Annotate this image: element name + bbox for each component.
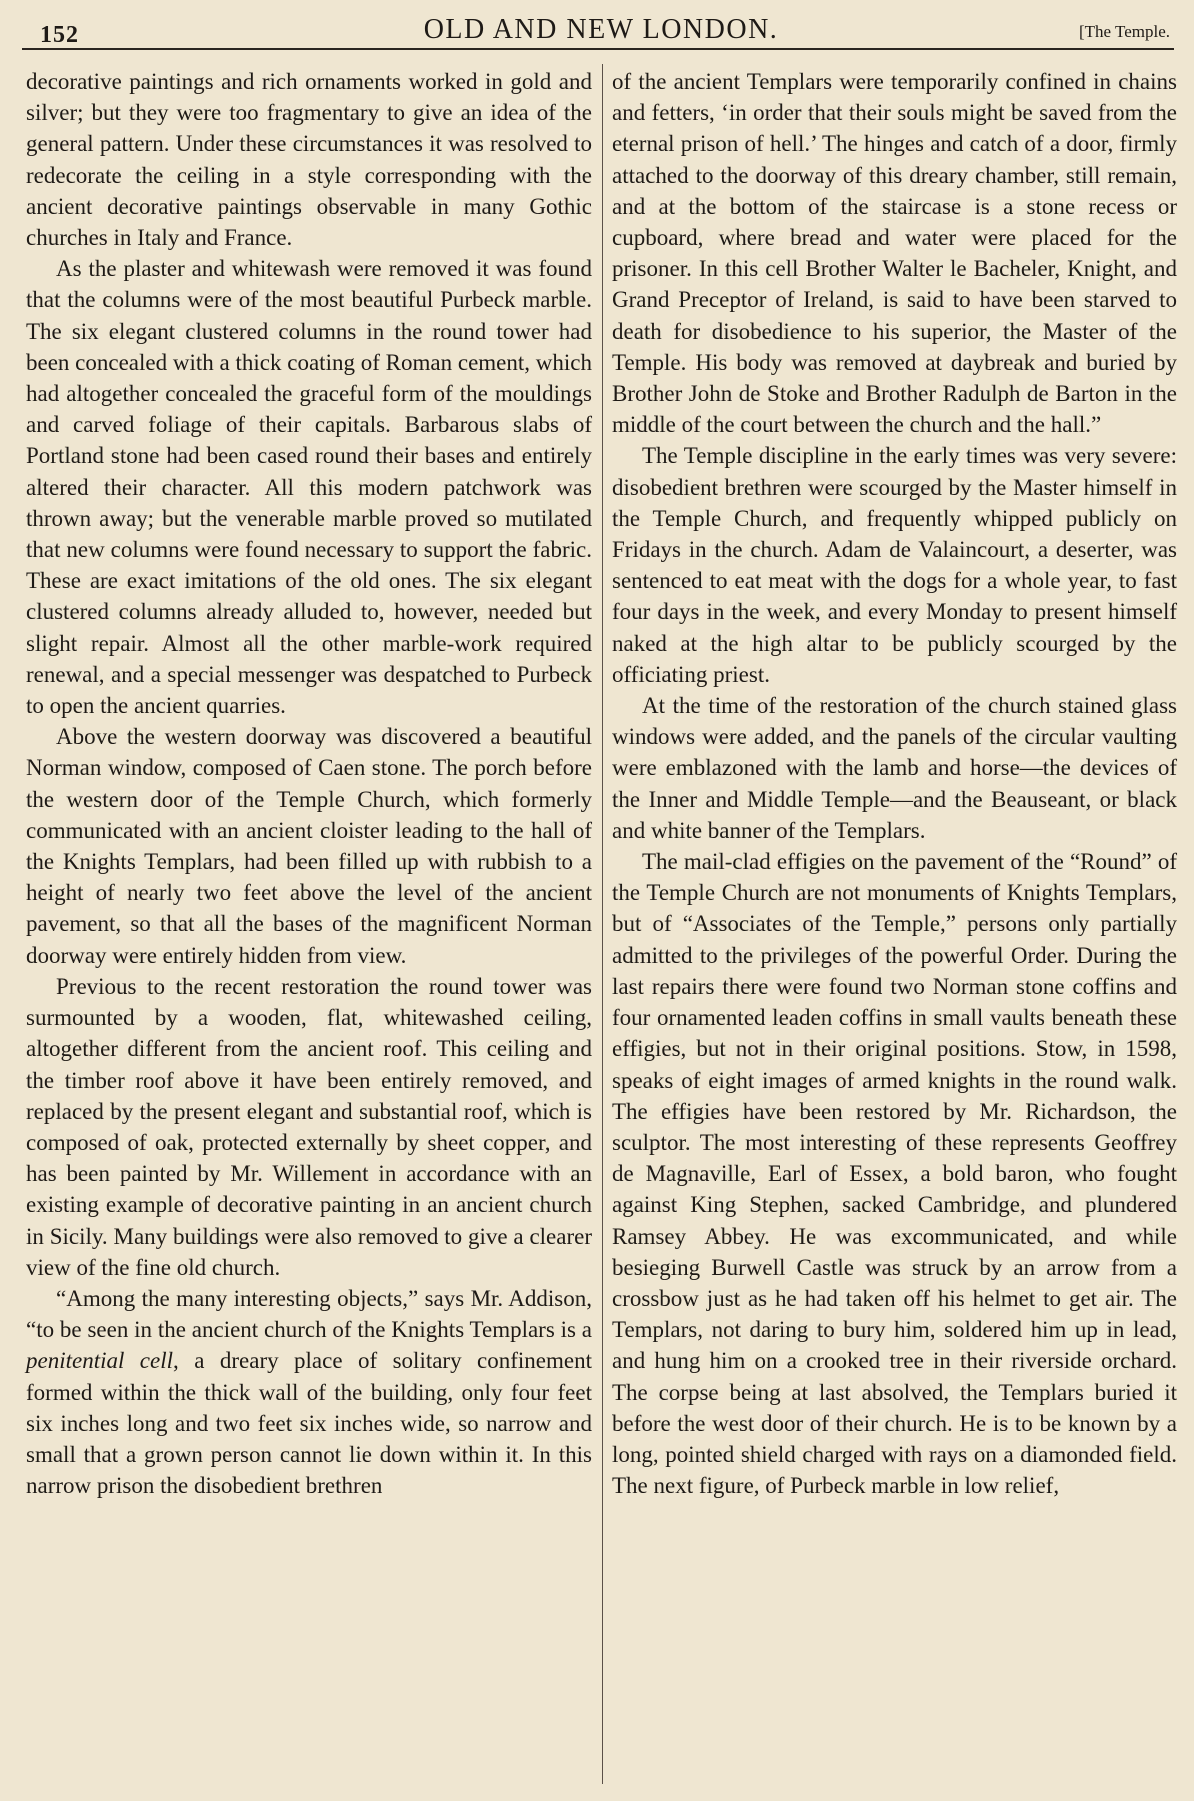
header-rule bbox=[22, 48, 1174, 50]
quotation-text-start: “Among the many interesting objects,” says Mr. Addison, “to be seen in the ancient church of the Knights Templars is a bbox=[26, 1285, 592, 1343]
paragraph: of the ancient Templars were temporarily confined in chains and fetters, ‘in order that their souls might be saved from the eternal prison of hell.’ The hinges and catch of a door, firmly attached to the doorway of this dreary chamber, still remain, and at the bottom of the staircase is a stone recess or cupboard, where bread and water were placed for the prisoner. In this cell Brother Walter le Bacheler, Knight, and Grand Preceptor of Ireland, is said to have been starved to death for disobedience to his superior, the Master of the Temple. His body was removed at daybreak and buried by Brother John de Stoke and Brother Radulph de Barton in the middle of the court between the church and the hall.” bbox=[612, 69, 1177, 438]
paragraph: decorative paintings and rich ornaments worked in gold and silver; but they were too fragmentary to give an idea of the general pattern. Under these circumstances it was resolved to redecorate the ceiling in a style corresponding with the ancient decorative paintings observable in many Gothic churches in Italy and France. bbox=[26, 69, 592, 251]
paragraph: At the time of the restoration of the church stained glass windows were added, and the panels of the circular vaulting were emblazoned with the lamb and horse—the devices of the Inner and Middle Temple—and the Beauseant, or black and white banner of the Templars. bbox=[612, 693, 1177, 843]
quotation-text-end: , a dreary place of solitary confinement formed within the thick wall of the building, only four feet six inches long and two feet six inches wide, so narrow and small that a grown person cannot lie down within it. In this narrow prison the disobedient brethren bbox=[26, 1348, 592, 1499]
paragraph: The Temple discipline in the early times was very severe: disobedient brethren were scourged by the Master himself in the Temple Church, and frequently whipped publicly on Fridays in the church. Adam de Valaincourt, a deserter, was sentenced to eat meat with the dogs for a whole year, to fast four days in the week, and every Monday to present himself naked at the high altar to be publicly scourged by the officiating priest. bbox=[612, 443, 1177, 687]
paragraph-quotation bbox=[26, 1283, 592, 1501]
paragraph: As the plaster and whitewash were removed it was found that the columns were of the most beautiful Purbeck marble. The six elegant clustered columns in the round tower had been concealed with a thick coating of Roman cement, which had altogether concealed the graceful form of the mouldings and carved foliage of their capitals. Barbarous slabs of Portland stone had been cased round their bases and entirely altered their character. All this modern patchwork was thrown away; but the venerable marble proved so mutilated that new columns were found necessary to support the fabric. These are exact imitations of the old ones. The six elegant clustered columns already alluded to, however, needed but slight repair. Almost all the other marble-work required renewal, and a special messenger was despatched to Purbeck to open the ancient quarries. bbox=[26, 256, 592, 719]
page-number: 152 bbox=[40, 22, 79, 48]
paragraph: The mail-clad effigies on the pavement of the “Round” of the Temple Church are not monuments of Knights Templars, but of “Associates of the Temple,” persons only partially admitted to the privileges of the powerful Order. During the last repairs there were found two Norman stone coffins and four ornamented leaden coffins in small vaults beneath these effigies, but not in their original positions. Stow, in 1598, speaks of eight images of armed knights in the round walk. The effigies have been restored by Mr. Richardson, the sculptor. The most interesting of these represents Geoffrey de Magnaville, Earl of Essex, a bold baron, who fought against King Stephen, sacked Cambridge, and plundered Ramsey Abbey. He was excommunicated, and while besieging Burwell Castle was struck by an arrow from a crossbow just as he had taken off his helmet to get air. The Templars, not daring to bury him, soldered him up in lead, and hung him on a crooked tree in their riverside orchard. The corpse being at last absolved, the Templars buried it before the west door of their church. He is to be known by a long, pointed shield charged with rays on a diamonded field. The next figure, of Purbeck marble in low relief, bbox=[612, 849, 1177, 1499]
column-divider bbox=[602, 64, 603, 1784]
quotation-italic-term: penitential cell bbox=[26, 1348, 174, 1374]
running-header bbox=[26, 10, 1176, 46]
paragraph: Above the western doorway was discovered a beautiful Norman window, composed of Caen stone. The porch before the western door of the Temple Church, which formerly communicated with an ancient cloister leading to the hall of the Knights Templars, had been filled up with rubbish to a height of nearly two feet above the level of the ancient pavement, so that all the bases of the magnificent Norman doorway were entirely hidden from view. bbox=[26, 724, 592, 968]
paragraph: Previous to the recent restoration the round tower was surmounted by a wooden, flat, whitewashed ceiling, altogether different from the ancient roof. This ceiling and the timber roof above it have been entirely removed, and replaced by the present elegant and substantial roof, which is composed of oak, protected externally by sheet copper, and has been painted by Mr. Willement in accordance with an existing example of decorative painting in an ancient church in Sicily. Many buildings were also removed to give a clearer view of the fine old church. bbox=[26, 973, 592, 1280]
right-column bbox=[612, 66, 1177, 1501]
running-title: OLD AND NEW LONDON. bbox=[423, 14, 779, 45]
left-column bbox=[26, 66, 592, 1501]
section-label: [The Temple. bbox=[1078, 22, 1170, 41]
